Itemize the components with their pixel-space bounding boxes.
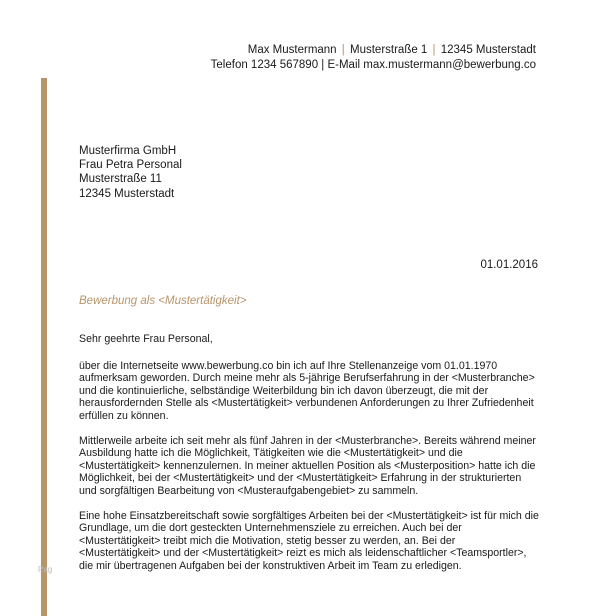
sender-address-line	[211, 43, 536, 58]
sender-name: Max Mustermann	[247, 44, 337, 56]
accent-bar	[41, 78, 47, 616]
letter-subject: Bewerbung als <Mustertätigkeit>	[79, 295, 247, 307]
separator: |	[432, 44, 436, 56]
sender-street: Musterstraße 1	[350, 44, 428, 56]
recipient-person: Frau Petra Personal	[79, 159, 182, 172]
sender-header	[211, 43, 536, 72]
recipient-city: 12345 Musterstadt	[79, 187, 175, 200]
letter-body	[79, 333, 539, 585]
recipient-street: Musterstraße 11	[79, 173, 162, 186]
recipient-address	[79, 144, 182, 201]
side-mark: Pag	[38, 565, 53, 574]
body-paragraph: Mittlerweile arbeite ich seit mehr als fünf Jahren in der <Musterbranche>. Bereits während meiner Ausbildung hatte ich die Möglichkeit, Tätigkeiten wie die <Mustertätigkeit> und die <Mustertätigkeit> kennenzulernen. In meiner aktuellen Position als <Musterposition> hatte ich die Möglichkeit, bei der <Mustertätigkeit> und der <Mustertätigkeit> Erfahrung in der strukturierten und sorgfältigen Bearbeitung von <Musteraufgabengebiet> zu sammeln.	[79, 434, 536, 497]
letter-date: 01.01.2016	[480, 259, 538, 271]
sender-city: 12345 Musterstadt	[440, 44, 536, 56]
recipient-company: Musterfirma GmbH	[79, 145, 177, 157]
body-paragraph: über die Internetseite www.bewerbung.co bin ich auf Ihre Stellenanzeige vom 01.01.1970 aufmerksam geworden. Durch meine mehr als 5-jährige Berufserfahrung in der <Musterbranche> und die kontinuierliche, selbständige Weiterbildung bin ich davon überzeugt, die mit der herausfordernden Stelle als <Mustertätigkeit> verbundenen Anforderungen zu Ihrer Zufriedenheit erfüllen zu können.	[79, 359, 535, 422]
salutation: Sehr geehrte Frau Personal,	[79, 333, 213, 345]
separator: |	[341, 44, 345, 56]
body-paragraph: Eine hohe Einsatzbereitschaft sowie sorgfältiges Arbeiten bei der <Mustertätigkeit> ist für mich die Grundlage, um die dort gesteckten Unternehmensziele zu erreichen. Auch bei der <Mustertätigkeit> treibt mich die Motivation, stetig besser zu werden, an. Bei der <Mustertätigkeit> und der <Mustertätigkeit> reizt es mich als leidenschaftlicher <Teamsportler>, die mir übertragenen Aufgaben bei der konstruktiven Arbeit im Team zu erledigen.	[79, 509, 539, 572]
sender-contact-line: Telefon 1234 567890 | E-Mail max.mustermann@bewerbung.co	[210, 58, 536, 71]
